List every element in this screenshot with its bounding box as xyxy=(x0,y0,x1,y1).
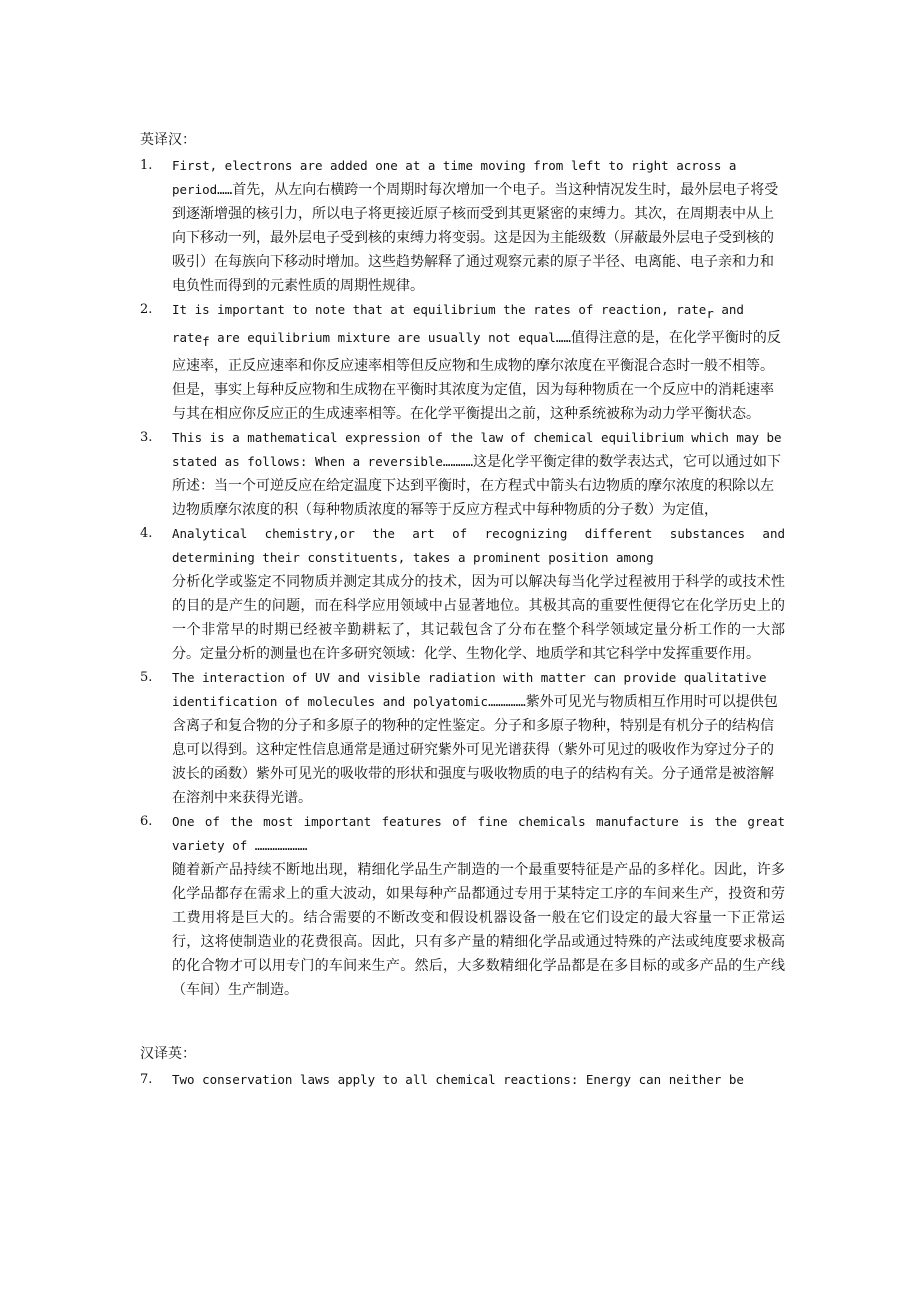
subscript-r: r xyxy=(706,306,714,322)
list-item xyxy=(140,154,785,298)
item-number: 6. xyxy=(140,814,153,830)
list-item xyxy=(140,666,785,810)
english-text-part: are equilibrium mixture are usually not equal…… xyxy=(209,330,571,346)
item-number: 5. xyxy=(140,670,153,686)
item-number: 3. xyxy=(140,430,153,446)
item-number: 1. xyxy=(140,158,153,173)
document-page xyxy=(140,128,785,1092)
english-text: First, electrons are added one at a time moving from left to right across a period…… xyxy=(172,158,737,197)
list-item xyxy=(140,298,785,426)
chinese-translation: 首先，从左向右横跨一个周期时每次增加一个电子。当这种情况发生时，最外层电子将受到逐渐增强的核引力，所以电子将更接近原子核而受到其更紧密的束缚力。其次，在周期表中从上向下移动一列，最外层电子受到核的束缚力将变弱。这是因为主能级数（屏蔽最外层电子受到核的吸引）在每族向下移动时增加。这些趋势解释了通过观察元素的原子半径、电离能、电子亲和力和电负性而得到的元素性质的周期性规律。 xyxy=(172,182,779,294)
english-text: Two conservation laws apply to all chemical reactions: Energy can neither be xyxy=(172,1072,744,1088)
english-text: This is a mathematical expression of the law of chemical equilibrium which may be stated as follows: When a reversible………… xyxy=(172,430,782,470)
section-heading-zh-to-en: 汉译英： xyxy=(140,1046,196,1063)
chinese-translation: 值得注意的是，在化学平衡时的反应速率，正反应速率和你反应速率相等但反应物和生成物的摩尔浓度在平衡混合态时一般不相等。但是，事实上每种反应物和生成物在平衡时其浓度为定值，因为每种物质在一个反应中的消耗速率与其在相应你反应正的生成速率相等。在化学平衡提出之前，这种系统被称为动力学平衡状态。 xyxy=(172,330,781,423)
chinese-translation: 随着新产品持续不断地出现，精细化学品生产制造的一个最重要特征是产品的多样化。因此，许多化学品都存在需求上的重大波动，如果每种产品都通过专用于某特定工序的车间来生产，投资和劳工费用将是巨大的。结合需要的不断改变和假设机器设备一般在它们设定的最大容量一下正常运行，这将使制造业的花费很高。因此，只有多产量的精细化学品或通过特殊的产法或纯度要求极高的化合物才可以用专门的车间来生产。然后，大多数精细化学品都是在多目标的或多产品的生产线（车间）生产制造。 xyxy=(172,862,785,999)
english-text: Analytical chemistry,or the art of recognizing different substances and determining their constituents, takes a prominent position among xyxy=(172,526,785,566)
item-number: 2. xyxy=(140,302,153,317)
chinese-translation: 紫外可见光与物质相互作用时可以提供包含离子和复合物的分子和多原子的物种的定性鉴定。分子和多原子物种，特别是有机分子的结构信息可以得到。这种定性信息通常是通过研究紫外可见光谱获得（紫外可见过的吸收作为穿过分子的波长的函数）紫外可见光的吸收带的形状和强度与吸收物质的电子的结构有关。分子通常是被溶解在溶剂中来获得光谱。 xyxy=(172,694,778,807)
chinese-translation: 分析化学或鉴定不同物质并测定其成分的技术，因为可以解决每当化学过程被用于科学的或技术性的目的是产生的问题，而在科学应用领域中占显著地位。其极其高的重要性便得它在化学历史上的一个非常早的时期已经被辛勤耕耘了，其记载包含了分布在整个科学领域定量分析工作的一大部分。定量分析的测量也在许多研究领域：化学、生物化学、地质学和其它科学中发挥重要作用。 xyxy=(172,574,785,663)
list-item xyxy=(140,522,785,666)
list-item xyxy=(140,810,785,1002)
list-item xyxy=(140,1068,785,1092)
section-spacer xyxy=(140,1002,785,1042)
list-item xyxy=(140,426,785,522)
english-text: One of the most important features of fine chemicals manufacture is the great variety of ………………… xyxy=(172,814,785,854)
english-text-part: and rate xyxy=(172,302,744,346)
item-number: 4. xyxy=(140,526,153,542)
section-heading-en-to-zh: 英译汉： xyxy=(140,132,196,148)
item-number: 7. xyxy=(140,1072,153,1088)
english-text-part: It is important to note that at equilibrium the rates of reaction, rate xyxy=(172,302,707,317)
english-text: The interaction of UV and visible radiation with matter can provide qualitative identification of molecules and polyatomic…………… xyxy=(172,670,767,710)
subscript-f: f xyxy=(202,334,210,350)
translation-list-zh-to-en xyxy=(140,1068,785,1092)
translation-list-en-to-zh xyxy=(140,154,785,1002)
chinese-translation: 这是化学平衡定律的数学表达式，它可以通过如下所述：当一个可逆反应在给定温度下达到平衡时，在方程式中箭头右边物质的摩尔浓度的积除以左边物质摩尔浓度的积（每种物质浓度的幂等于反应方程式中每种物质的分子数）为定值， xyxy=(172,454,782,519)
